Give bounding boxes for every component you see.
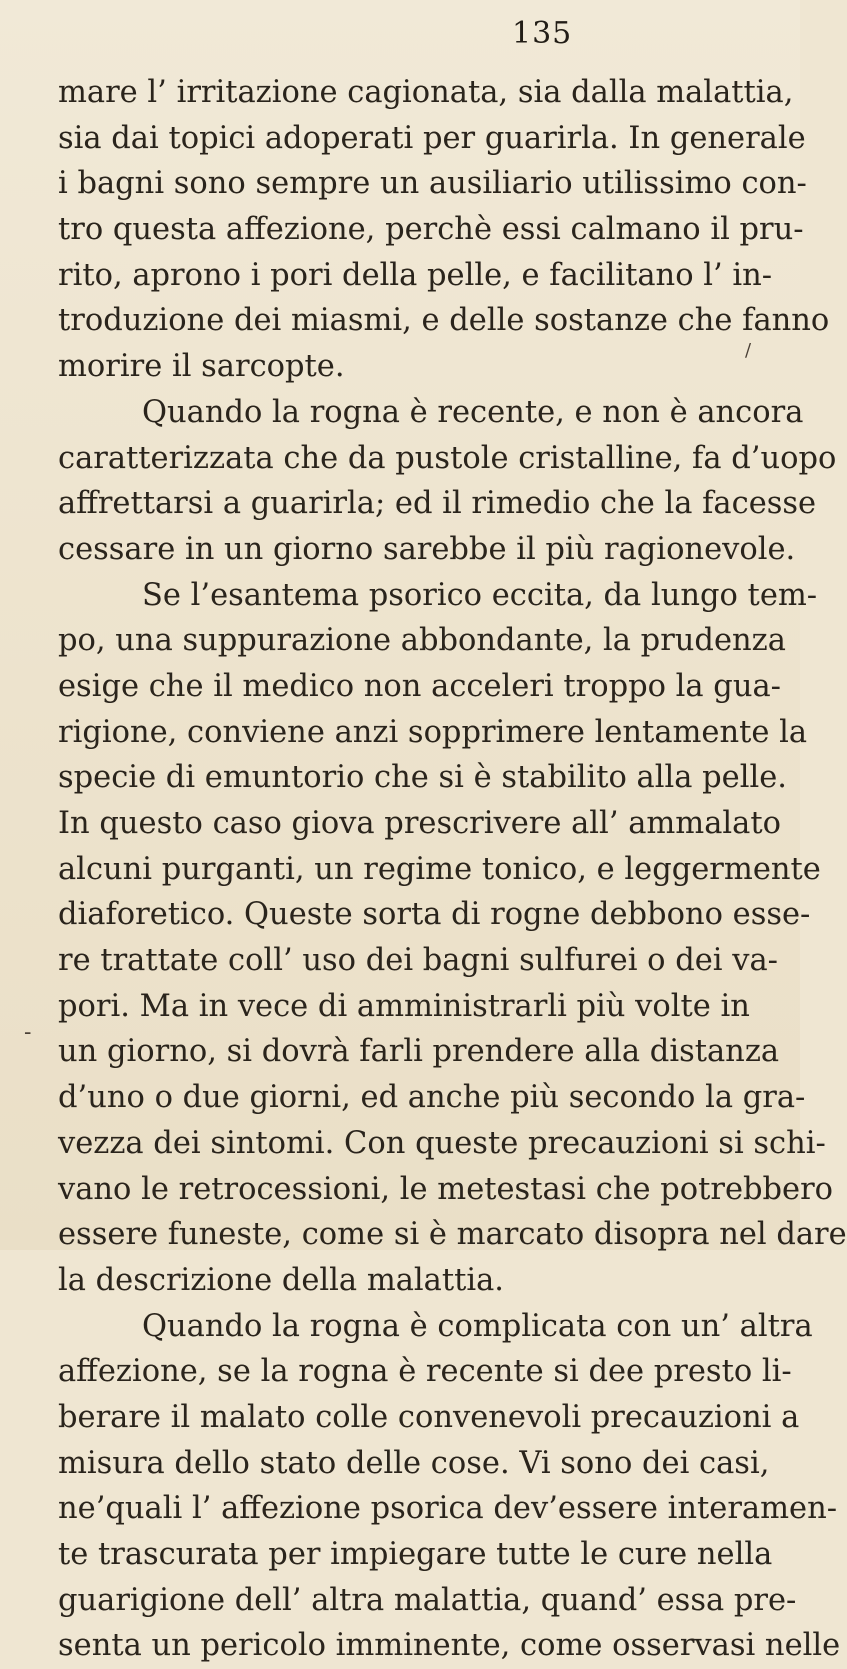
text-line: In questo caso giova prescrivere all’ ammalato xyxy=(58,806,781,841)
text-line: essere funeste, come si è marcato disopra nel dare xyxy=(58,1217,847,1253)
text-line: re trattate coll’ uso dei bagni sulfurei o dei va- xyxy=(58,943,778,979)
text-line: pori. Ma in vece di amministrarli più volte in xyxy=(58,988,750,1024)
text-line: te trascurata per impiegare tutte le cure nella xyxy=(58,1537,773,1572)
text-line: berare il malato colle convenevoli precauzioni a xyxy=(58,1399,800,1435)
body-text xyxy=(58,70,847,1669)
text-line: sia dai topici adoperati per guarirla. In generale xyxy=(58,120,806,156)
text-line: alcuni purganti, un regime tonico, e leggermente xyxy=(58,851,821,887)
text-line: un giorno, si dovrà farli prendere alla distanza xyxy=(58,1034,780,1070)
text-line: senta un pericolo imminente, come osservasi nelle xyxy=(58,1628,841,1664)
text-line: esige che il medico non acceleri troppo la gua- xyxy=(58,668,781,704)
text-line: d’uno o due giorni, ed anche più secondo la gra- xyxy=(58,1080,806,1116)
text-line: ne’quali l’ affezione psorica dev’essere interamen- xyxy=(58,1491,838,1527)
text-line: diaforetico. Queste sorta di rogne debbono esse- xyxy=(58,897,811,933)
text-line: mare l’ irritazione cagionata, sia dalla malattia, xyxy=(58,75,794,110)
paragraph-start-line: Se l’esantema psorico eccita, da lungo tem- xyxy=(142,577,818,613)
paragraph-start-line: Quando la rogna è complicata con un’ altra xyxy=(142,1308,813,1344)
text-line: affrettarsi a guarirla; ed il rimedio che la facesse xyxy=(58,486,817,522)
margin-mark: - xyxy=(24,1020,32,1045)
text-line: specie di emuntorio che si è stabilito alla pelle. xyxy=(58,760,787,796)
text-line: tro questa affezione, perchè essi calmano il pru- xyxy=(58,212,804,248)
text-line: misura dello stato delle cose. Vi sono dei casi, xyxy=(58,1445,770,1481)
text-line: affezione, se la rogna è recente si dee presto li- xyxy=(58,1354,792,1390)
page-number: 135 xyxy=(512,16,573,51)
text-line: vezza dei sintomi. Con queste precauzioni si schi- xyxy=(58,1125,826,1161)
text-line: rigione, conviene anzi sopprimere lentamente la xyxy=(58,714,808,750)
text-line: troduzione dei miasmi, e delle sostanze che fanno xyxy=(58,303,830,339)
paragraph-end-line: la descrizione della malattia. xyxy=(58,1262,505,1298)
paragraph-end-line: morire il sarcopte. xyxy=(58,349,345,385)
text-line: vano le retrocessioni, le metestasi che potrebbero xyxy=(58,1171,834,1207)
paragraph-end-line: cessare in un giorno sarebbe il più ragionevole. xyxy=(58,531,796,567)
text-line: caratterizzata che da pustole cristalline, fa d’uopo xyxy=(58,440,837,476)
text-line: rito, aprono i pori della pelle, e facilitano l’ in- xyxy=(58,257,773,293)
margin-mark: / xyxy=(745,340,752,361)
text-line: guarigione dell’ altra malattia, quand’ essa pre- xyxy=(58,1582,797,1618)
text-line: po, una suppurazione abbondante, la prudenza xyxy=(58,623,786,659)
paragraph-start-line: Quando la rogna è recente, e non è ancora xyxy=(142,394,804,430)
text-line: i bagni sono sempre un ausiliario utilissimo con- xyxy=(58,166,807,202)
